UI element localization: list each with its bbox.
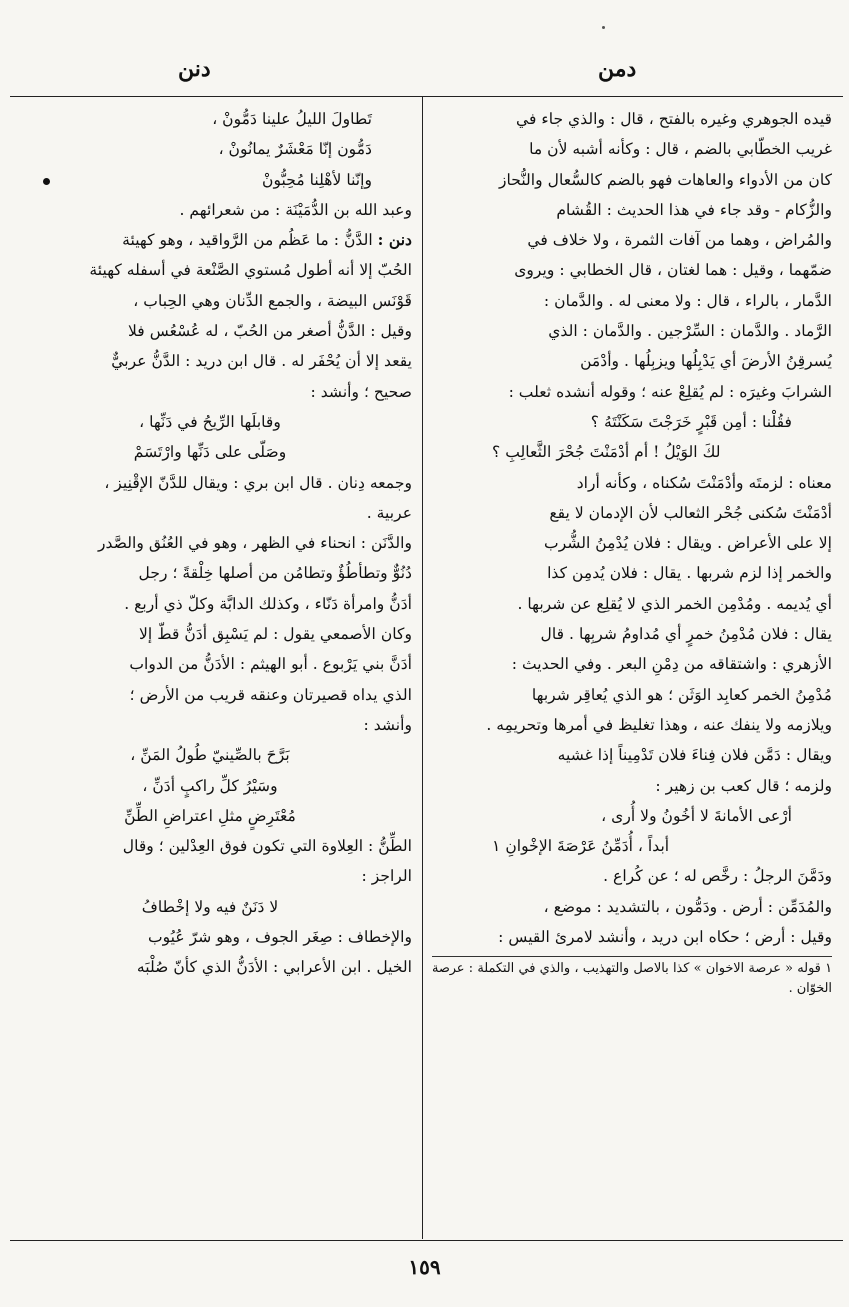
text-line: وكان الأصمعي يقول : لم يَسْبِق أدَنُّ قطّ إلا — [139, 625, 412, 644]
text-line: والمُراض ، وهما من آفات الثمرة ، ولا خلاف في — [527, 231, 832, 250]
text-line: يقال : فلان مُدْمِنُ خمرٍ أي مُداومُ شربِها . قال — [540, 625, 832, 644]
text-line: الحُبّ إلا أنه أطول مُستوي الصَّنْعة في أسفله كهيئة — [89, 261, 412, 280]
verse-line: لكَ الوَيْلُ ! أم أدْمَنْتَ جُحْرَ الثَّعالِبِ ؟ — [492, 443, 721, 462]
verse-line: فقُلْنا : أمِن قَبْرٍ خَرَجْتَ سَكَنْتَهُ ؟ — [590, 412, 792, 431]
verse-line: وقابلَها الرِّيحُ في دَنِّها ، — [139, 412, 281, 431]
text-line: ولزمه ؛ قال كعب بن زهير : — [655, 776, 832, 795]
text-line: والإخطاف : صِغَر الجوف ، وهو شرّ عُيُوب — [147, 928, 412, 947]
verse-line: تَطاولَ الليلُ علينا دَمُّونْ ، — [212, 110, 372, 128]
page-number: ١٥٩ — [408, 1255, 441, 1279]
text-line: إلا على الأعراض . ويقال : فلان يُدْمِنُ الشُّرب — [544, 534, 832, 553]
text-line: الطِّنُّ : العِلاوة التي تكون فوق العِدْلين ؛ وقال — [122, 837, 412, 856]
verse-line: مُعْتَرِضٍ مثلِ اعتراضِ الطِّنِّ — [124, 806, 296, 825]
text-line: والمُدَمِّن : أرض . ودَمُّون ، بالتشديد : موضع ، — [543, 897, 832, 916]
text-line: صحيح ؛ وأنشد : — [310, 382, 412, 401]
text-line: مُدْمِنُ الخمر كعابِد الوَثَن ؛ هو الذي يُعاقِر شربها — [531, 685, 832, 704]
text-line: أدَنَّ بني يَرْبوع . أبو الهيثم : الأدَنُّ من الدواب — [129, 655, 412, 674]
print-speck — [602, 26, 605, 29]
text-line: معناه : لزمتَه وأدْمَنْتَ سُكناه ، وكأنه أراد — [576, 473, 832, 492]
text-line: كان من الأدواء والعاهات فهو بالضم كالسُّعال والنُّحاز — [498, 170, 832, 189]
text-line: الأزهري : واشتقاقه من دِمْنِ البعر . وفي الحديث : — [511, 655, 832, 674]
bottom-rule — [10, 1240, 843, 1241]
verse-line: لا دَنَنٌ فيه ولا إخْطافُ — [141, 897, 279, 916]
text-line: ويقال : دَمَّن فلان فِناءَ فلان تَدْمِيناً إذا غشيه — [557, 746, 832, 765]
text-line: ويلازمه ولا ينفك عنه ، وهذا تغليظ في أمرها وتحريمِه . — [486, 715, 832, 734]
text-line: وأنشد : — [363, 715, 412, 734]
verse-line: دَمُّون إنّا مَعْشَرٌ يمانُونْ ، — [218, 140, 372, 159]
right-column — [432, 104, 832, 999]
verse-line: أبداً ، أُدَمِّنُ عَرْصَةَ الإخْوانِ ١ — [492, 837, 670, 856]
verse-line: بَرَّحَ بالصِّينيّ طُولُ المَنِّ ، — [130, 746, 290, 765]
text-line: قَوْنَس البيضة ، والجمع الدِّنان وهي الحِباب ، — [133, 291, 412, 310]
text-line: الرَّماد . والدَّمان : السِّرْجين . والدَّمان : الذي — [548, 322, 832, 341]
text-line: ضمّهما ، وقيل : هما لغتان ، قال الخطابي : ويروى — [514, 261, 832, 280]
text-line: وجمعه دِنان . قال ابن بري : ويقال للدَّنّ الإقْنِيز ، — [104, 473, 412, 492]
top-rule — [10, 96, 843, 97]
footnote: ١ قوله « عرصة الاخوان » كذا بالاصل والتهذيب ، والذي في التكملة : عرصة الخوّان . — [432, 961, 832, 997]
text-line: والخمر إذا لزم شربها . يقال : فلان يُدمِن كذا — [547, 564, 832, 583]
text-line: وعبد الله بن الدُّمَيْنَة : من شعرائهم . — [179, 200, 412, 219]
text-line: وقيل : الدَّنُّ أصغر من الحُبّ ، له عُسْعُس فلا — [128, 322, 412, 341]
footnote-rule — [432, 956, 832, 957]
text-line: غريب الخطّابي بالضم ، قال : وكأنه أشبه لأن ما — [529, 140, 832, 159]
text-line: والدَّنَن : انحناء في الظهر ، وهو في العُنُق والصَّدر — [98, 534, 412, 553]
text-line: أي يُديمه . ومُدْمِن الخمر الذي لا يُقلِع عن شربها . — [517, 594, 832, 613]
text-line: وقيل : أرض ؛ حكاه ابن دريد ، وأنشد لامرئ القيس : — [498, 928, 832, 947]
text-line: الذي يداه قصيرتان وعنقه قريب من الأرض ؛ — [129, 685, 412, 704]
text-line: الدَّنُّ : ما عَظُم من الرَّواقيد ، وهو كهيئة — [122, 231, 373, 250]
verse-line: وإنّنا لأهْلِنا مُحِبُّونْ — [262, 170, 372, 189]
text-line: والزُّكام - وقد جاء في هذا الحديث : القُشام — [556, 200, 832, 219]
column-divider — [422, 97, 423, 1239]
entry-headword: دنن : — [377, 230, 412, 250]
verse-line: أرْعى الأمانةَ لا أخُونُ ولا أُرى ، — [601, 806, 792, 825]
text-line: الخيل . ابن الأعرابي : الأدَنُّ الذي كأنّ صُلْبَه — [136, 958, 412, 977]
text-line: عربية . — [366, 503, 412, 522]
verse-line: وصَلّى على دَنِّها وارْتَسَمْ — [133, 443, 287, 462]
text-line: يُسرقِنُ الأرضَ أي يَدْبِلُها ويزبِلُها . وأدْمَن — [580, 352, 832, 371]
text-line: الشرابَ وغيرَه : لم يُقلِعْ عنه ؛ وقوله أنشده ثعلب : — [508, 382, 832, 401]
text-line: الراجز : — [361, 867, 412, 886]
text-line: الدَّمار ، بالراء ، قال : ولا معنى له . والدَّمان : — [543, 291, 832, 310]
entry-first-line — [8, 225, 412, 255]
header-root-right: دمن — [598, 56, 637, 82]
text-line: ودَمَّنَ الرجلُ : رخَّص له ؛ عن كُراع . — [603, 867, 832, 886]
text-line: دُنُوٌّ وتطأطُؤٌ وتطامُن من أصلها خِلْقةً ؛ رجل — [138, 564, 412, 583]
header-root-left: دنن — [178, 56, 211, 82]
text-line: أدْمَنْتَ سُكنى جُحْر الثعالب لأن الإدمان لا يقع — [549, 503, 832, 522]
verse-line: وسَيْرُ كلِّ راكبٍ أدَنِّ ، — [142, 776, 278, 795]
left-column — [8, 104, 412, 983]
text-line: أدَنُّ وامرأة دَنّاء ، وكذلك الدابَّة وكلّ ذي أربع . — [124, 594, 412, 613]
text-line: يقعد إلا أن يُحْفَر له . قال ابن دريد : الدَّنُّ عربيٌّ — [111, 352, 412, 371]
text-line: قيده الجوهري وغيره بالفتح ، قال : والذي جاء في — [515, 110, 832, 128]
